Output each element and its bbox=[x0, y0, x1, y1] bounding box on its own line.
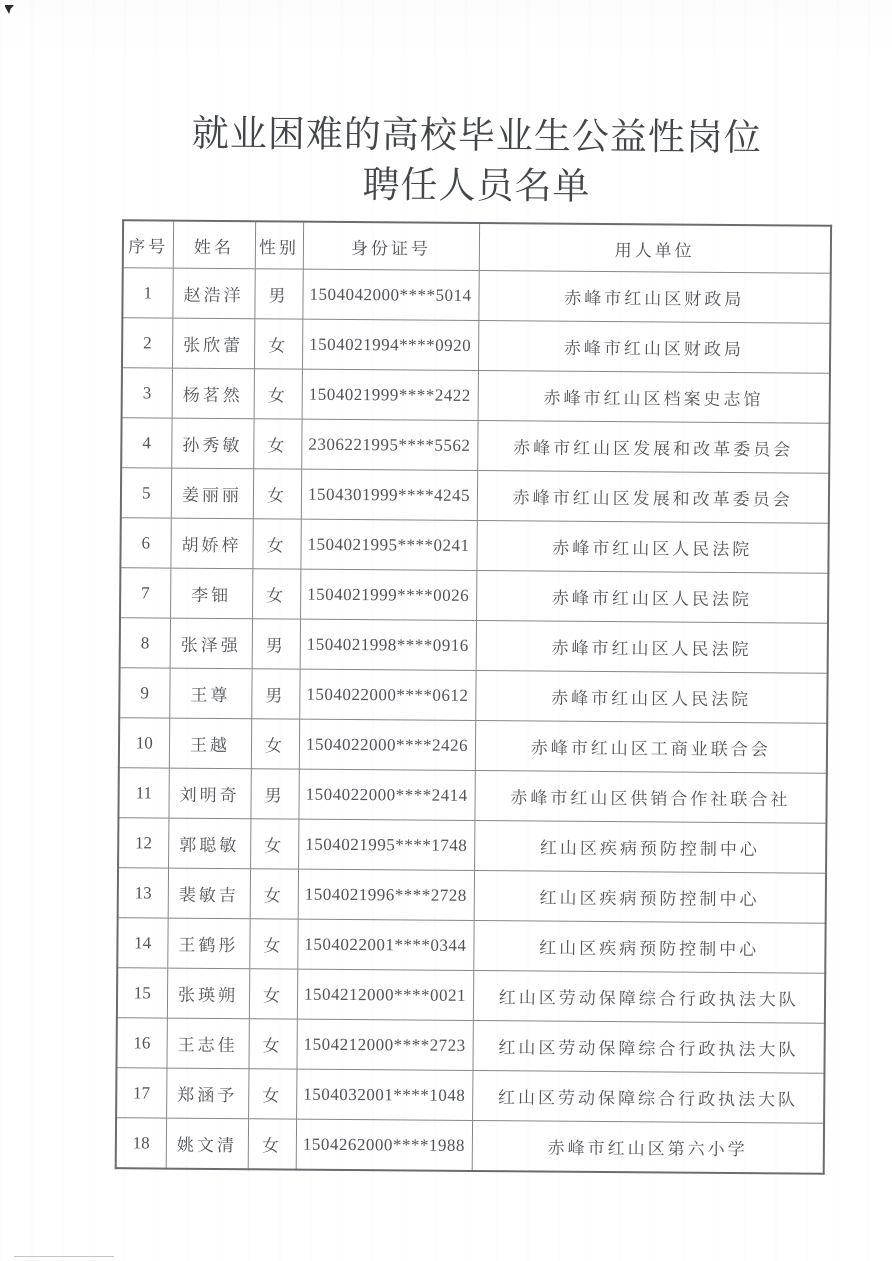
table-row bbox=[122, 318, 830, 374]
cell-employer: 赤峰市红山区人民法院 bbox=[476, 571, 828, 624]
cell-id-number: 2306221995****5562 bbox=[301, 419, 477, 470]
cell-gender: 女 bbox=[252, 569, 300, 619]
cell-gender: 女 bbox=[249, 969, 297, 1019]
cell-serial-number: 3 bbox=[122, 368, 172, 418]
table-row bbox=[121, 468, 829, 524]
cell-serial-number: 5 bbox=[121, 468, 171, 518]
cell-employer: 赤峰市红山区人民法院 bbox=[476, 621, 828, 674]
cell-gender: 男 bbox=[250, 769, 298, 819]
col-header-id: 身份证号 bbox=[303, 222, 479, 271]
cell-id-number: 1504021995****0241 bbox=[300, 519, 476, 570]
cell-employer: 红山区劳动保障综合行政执法大队 bbox=[473, 970, 825, 1023]
cell-employer: 红山区疾病预防控制中心 bbox=[474, 871, 826, 924]
cell-gender: 男 bbox=[254, 269, 302, 319]
cell-gender: 女 bbox=[249, 919, 297, 969]
cell-name: 杨茗然 bbox=[172, 368, 254, 419]
cell-id-number: 1504262000****1988 bbox=[296, 1119, 472, 1171]
cell-employer: 赤峰市红山区第六小学 bbox=[472, 1120, 824, 1173]
cell-id-number: 1504032001****1048 bbox=[296, 1069, 472, 1120]
cell-id-number: 1504021996****2728 bbox=[298, 869, 474, 920]
table-row bbox=[118, 768, 826, 824]
cell-employer: 赤峰市红山区人民法院 bbox=[476, 521, 828, 574]
table-row bbox=[117, 918, 825, 974]
cell-serial-number: 10 bbox=[119, 718, 169, 768]
cell-id-number: 1504022001****0344 bbox=[297, 919, 473, 970]
cell-serial-number: 1 bbox=[122, 268, 172, 318]
table-row bbox=[118, 868, 826, 924]
cell-name: 张欣蕾 bbox=[172, 318, 254, 369]
cell-employer: 赤峰市红山区发展和改革委员会 bbox=[477, 471, 829, 524]
cell-employer: 赤峰市红山区供销合作社联合社 bbox=[474, 771, 826, 824]
table-body bbox=[116, 268, 831, 1174]
cell-serial-number: 12 bbox=[118, 818, 168, 868]
table-row bbox=[122, 368, 830, 424]
cell-id-number: 1504212000****0021 bbox=[297, 969, 473, 1020]
table-row bbox=[119, 668, 827, 724]
cell-gender: 女 bbox=[248, 1069, 296, 1119]
table-row bbox=[120, 618, 828, 674]
cell-serial-number: 18 bbox=[116, 1118, 166, 1169]
table-row bbox=[120, 518, 828, 574]
cell-serial-number: 16 bbox=[116, 1018, 166, 1068]
roster-table bbox=[115, 219, 832, 1175]
cell-id-number: 1504022000****0612 bbox=[299, 669, 475, 720]
cell-serial-number: 15 bbox=[117, 968, 167, 1018]
col-header-employer: 用人单位 bbox=[479, 223, 831, 273]
cell-gender: 男 bbox=[251, 669, 299, 719]
table-header-row bbox=[123, 220, 831, 273]
cell-employer: 红山区疾病预防控制中心 bbox=[473, 920, 825, 973]
cell-name: 李钿 bbox=[170, 568, 252, 619]
cell-name: 张泽强 bbox=[170, 618, 252, 669]
cell-id-number: 1504021995****1748 bbox=[298, 819, 474, 870]
cell-name: 王志佳 bbox=[166, 1018, 248, 1069]
cell-gender: 女 bbox=[248, 1119, 296, 1170]
cell-serial-number: 13 bbox=[118, 868, 168, 918]
table-row bbox=[116, 1018, 824, 1074]
table-row bbox=[117, 968, 825, 1024]
cell-id-number: 1504021999****0026 bbox=[300, 569, 476, 620]
cell-employer: 红山区劳动保障综合行政执法大队 bbox=[472, 1070, 824, 1123]
cell-serial-number: 2 bbox=[122, 318, 172, 368]
table-row bbox=[116, 1118, 824, 1174]
scan-edge-artifact bbox=[14, 1256, 114, 1257]
scanned-document-page bbox=[115, 109, 831, 1175]
cell-name: 裴敏吉 bbox=[168, 868, 250, 919]
cell-serial-number: 7 bbox=[120, 568, 170, 618]
cell-name: 郑涵予 bbox=[166, 1068, 248, 1119]
table-row bbox=[121, 418, 829, 474]
scan-corner-fold-mark bbox=[5, 5, 14, 14]
cell-name: 刘明奇 bbox=[168, 768, 250, 819]
cell-employer: 赤峰市红山区发展和改革委员会 bbox=[477, 421, 829, 474]
cell-employer: 赤峰市红山区财政局 bbox=[478, 271, 830, 324]
cell-serial-number: 4 bbox=[121, 418, 171, 468]
col-header-name: 姓名 bbox=[173, 221, 255, 269]
cell-employer: 赤峰市红山区财政局 bbox=[478, 321, 830, 374]
cell-employer: 红山区劳动保障综合行政执法大队 bbox=[472, 1020, 824, 1073]
cell-employer: 赤峰市红山区工商业联合会 bbox=[475, 721, 827, 774]
cell-name: 孙秀敏 bbox=[171, 418, 253, 469]
cell-name: 赵浩洋 bbox=[172, 268, 254, 319]
col-header-gender: 性别 bbox=[255, 221, 303, 269]
cell-id-number: 1504021998****0916 bbox=[300, 619, 476, 670]
cell-serial-number: 17 bbox=[116, 1068, 166, 1118]
cell-gender: 女 bbox=[252, 519, 300, 569]
cell-serial-number: 8 bbox=[120, 618, 170, 668]
cell-gender: 女 bbox=[253, 419, 301, 469]
cell-gender: 女 bbox=[253, 469, 301, 519]
cell-name: 郭聪敏 bbox=[168, 818, 250, 869]
cell-id-number: 1504212000****2723 bbox=[296, 1019, 472, 1070]
table-row bbox=[118, 818, 826, 874]
cell-id-number: 1504042000****5014 bbox=[302, 269, 478, 320]
table-row bbox=[116, 1068, 824, 1124]
cell-id-number: 1504021999****2422 bbox=[302, 369, 478, 420]
cell-employer: 红山区疾病预防控制中心 bbox=[474, 821, 826, 874]
cell-name: 张瑛朔 bbox=[167, 968, 249, 1019]
cell-id-number: 1504021994****0920 bbox=[302, 319, 478, 370]
cell-id-number: 1504022000****2414 bbox=[298, 769, 474, 820]
cell-gender: 女 bbox=[254, 369, 302, 419]
cell-name: 姜丽丽 bbox=[171, 468, 253, 519]
table-row bbox=[122, 268, 830, 324]
cell-gender: 女 bbox=[248, 1019, 296, 1069]
cell-serial-number: 14 bbox=[117, 918, 167, 968]
cell-id-number: 1504022000****2426 bbox=[299, 719, 475, 770]
cell-serial-number: 11 bbox=[118, 768, 168, 818]
cell-name: 王越 bbox=[169, 718, 251, 769]
cell-name: 姚文清 bbox=[166, 1118, 248, 1169]
cell-gender: 女 bbox=[250, 819, 298, 869]
cell-employer: 赤峰市红山区人民法院 bbox=[475, 671, 827, 724]
cell-serial-number: 9 bbox=[119, 668, 169, 718]
cell-gender: 女 bbox=[250, 869, 298, 919]
page-title-line1: 就业困难的高校毕业生公益性岗位 bbox=[191, 113, 762, 160]
page-title-line2: 聘任人员名单 bbox=[362, 165, 591, 208]
cell-name: 王鹤彤 bbox=[167, 918, 249, 969]
cell-id-number: 1504301999****4245 bbox=[301, 469, 477, 520]
cell-serial-number: 6 bbox=[120, 518, 170, 568]
cell-name: 胡娇梓 bbox=[170, 518, 252, 569]
table-row bbox=[119, 718, 827, 774]
cell-gender: 男 bbox=[252, 619, 300, 669]
cell-name: 王尊 bbox=[169, 668, 251, 719]
cell-gender: 女 bbox=[251, 719, 299, 769]
col-header-no: 序号 bbox=[123, 220, 173, 268]
cell-employer: 赤峰市红山区档案史志馆 bbox=[478, 371, 830, 424]
table-row bbox=[120, 568, 828, 624]
cell-gender: 女 bbox=[254, 319, 302, 369]
